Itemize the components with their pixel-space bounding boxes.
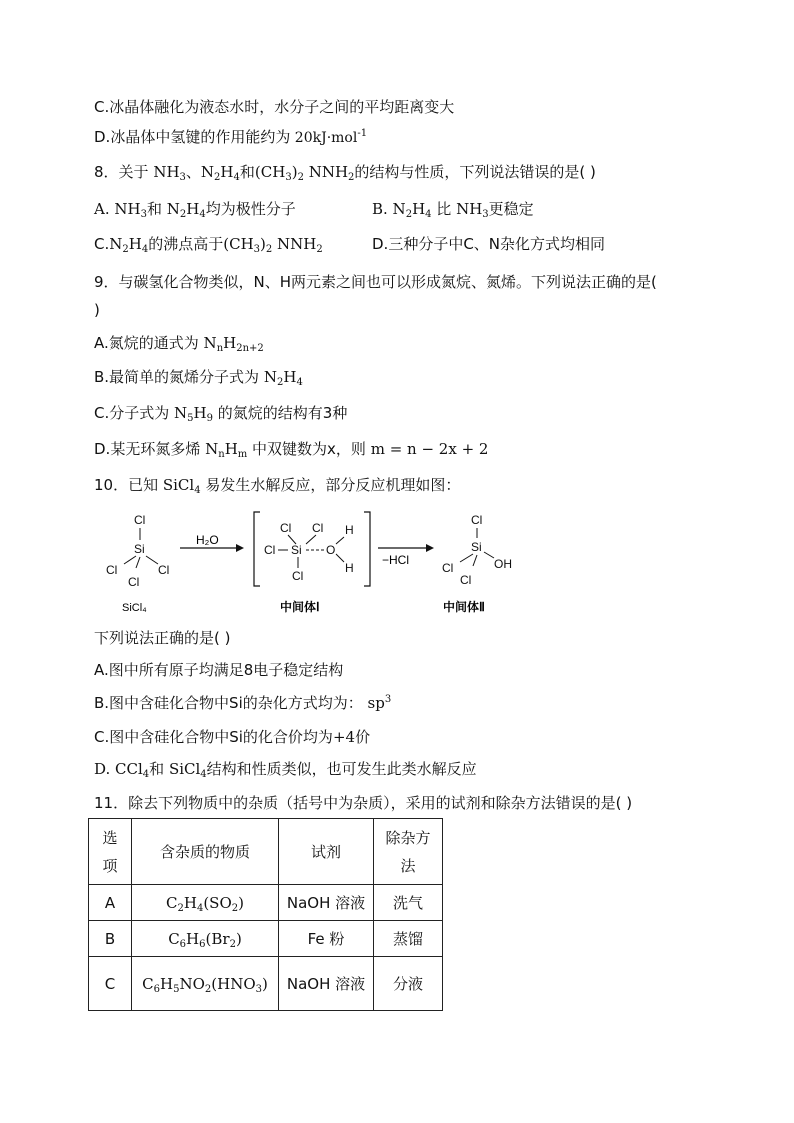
q9-stem: 9．与碳氢化合物类似，N、H两元素之间也可以形成氮烷、氮烯。下列说法正确的是( — [94, 273, 657, 291]
cell-substance: $C_6H_6(Br_2)$ — [132, 921, 279, 957]
q10-ask: 下列说法正确的是( ) — [94, 629, 231, 647]
svg-text:Cl: Cl — [442, 561, 454, 575]
cell-option: A — [89, 885, 132, 921]
q9-stem-cont: ) — [94, 301, 100, 319]
intermediate-2-structure — [442, 513, 512, 587]
cell-option: B — [89, 921, 132, 957]
cell-option: C — [89, 957, 132, 1011]
cell-reagent: NaOH 溶液 — [279, 885, 374, 921]
table-header-row — [89, 819, 443, 885]
q10-stem: 10．已知 SiCl$_4$ 易发生水解反应，部分反应机理如图： — [94, 476, 461, 496]
intermediate-1-structure — [264, 521, 354, 583]
reagent-water: H₂O — [196, 533, 219, 547]
table-row — [89, 957, 443, 1011]
svg-text:O: O — [326, 543, 336, 557]
hydrolysis-mechanism-figure — [88, 502, 628, 620]
svg-text:Cl: Cl — [460, 573, 472, 587]
q8-option-a: A. $NH_3$和 $N_2H_4$均为极性分子 — [94, 200, 296, 220]
q7-option-d: D.冰晶体中氢键的作用能约为 20kJ·mol$^{-1}$ — [94, 128, 368, 146]
q9-option-c: C.分子式为 $N_5H_9$ 的氮烷的结构有3种 — [94, 404, 348, 424]
q11-stem: 11．除去下列物质中的杂质（括号中为杂质），采用的试剂和除杂方法错误的是( ) — [94, 794, 633, 812]
svg-text:H: H — [345, 561, 354, 575]
cell-reagent: NaOH 溶液 — [279, 957, 374, 1011]
header-substance: 含杂质的物质 — [132, 819, 279, 885]
svg-text:Si: Si — [134, 542, 145, 556]
svg-text:Cl: Cl — [312, 521, 324, 535]
reagent-hcl: −HCl — [382, 553, 410, 567]
table-row — [89, 885, 443, 921]
svg-text:Cl: Cl — [158, 563, 170, 577]
svg-text:Cl: Cl — [471, 513, 483, 527]
svg-text:Cl: Cl — [280, 521, 292, 535]
q9-option-b: B.最简单的氮烯分子式为 $N_2H_4$ — [94, 368, 303, 388]
q8-option-d: D.三种分子中C、N杂化方式均相同 — [372, 235, 606, 253]
cell-method: 分液 — [374, 957, 443, 1011]
svg-text:Cl: Cl — [128, 575, 140, 589]
purification-table — [88, 818, 443, 1011]
q10-option-d: D. CCl$_4$和 SiCl$_4$结构和性质类似，也可发生此类水解反应 — [94, 760, 477, 780]
label-intermediate-1: 中间体Ⅰ — [280, 600, 320, 614]
cell-method: 洗气 — [374, 885, 443, 921]
svg-text:Cl: Cl — [106, 563, 118, 577]
table-row — [89, 921, 443, 957]
cell-substance: $C_2H_4(SO_2)$ — [132, 885, 279, 921]
label-sicl4: SiCl₄ — [122, 602, 147, 614]
svg-text:Si: Si — [291, 543, 302, 557]
sicl4-structure — [106, 513, 169, 589]
q8-option-b: B. $N_2H_4$ 比 $NH_3$更稳定 — [372, 200, 534, 220]
q10-option-b: B.图中含硅化合物中Si的杂化方式均为： $sp^3$ — [94, 694, 392, 712]
q10-option-c: C.图中含硅化合物中Si的化合价均为+4价 — [94, 728, 371, 746]
cell-substance: $C_6H_5NO_2(HNO_3)$ — [132, 957, 279, 1011]
svg-text:H: H — [345, 523, 354, 537]
header-method: 除杂方 法 — [374, 819, 443, 885]
svg-text:Cl: Cl — [264, 543, 276, 557]
header-reagent: 试剂 — [279, 819, 374, 885]
q10-option-a: A.图中所有原子均满足8电子稳定结构 — [94, 661, 344, 679]
header-option: 选 项 — [89, 819, 132, 885]
q7-option-c: C.冰晶体融化为液态水时，水分子之间的平均距离变大 — [94, 98, 455, 116]
q8-stem: 8．关于 $NH_3$、$N_2H_4$和$(CH_3)_2$ $NNH_2$的结构与性质，下列说法错误的是( ) — [94, 163, 596, 183]
q9-option-a: A.氮烷的通式为 $N_nH_{2n+2}$ — [94, 334, 264, 354]
q9-option-d: D.某无环氮多烯 $N_nH_m$ 中双键数为x，则 m = n − 2x + 2 — [94, 440, 489, 460]
cell-reagent: Fe 粉 — [279, 921, 374, 957]
svg-text:Si: Si — [471, 540, 482, 554]
svg-text:Cl: Cl — [292, 569, 304, 583]
svg-text:OH: OH — [494, 557, 512, 571]
label-intermediate-2: 中间体Ⅱ — [443, 600, 485, 614]
svg-text:Cl: Cl — [134, 513, 146, 527]
cell-method: 蒸馏 — [374, 921, 443, 957]
q8-option-c: $C.N_2H_4$的沸点高于$(CH_3)_2$ $NNH_2$ — [94, 235, 323, 255]
